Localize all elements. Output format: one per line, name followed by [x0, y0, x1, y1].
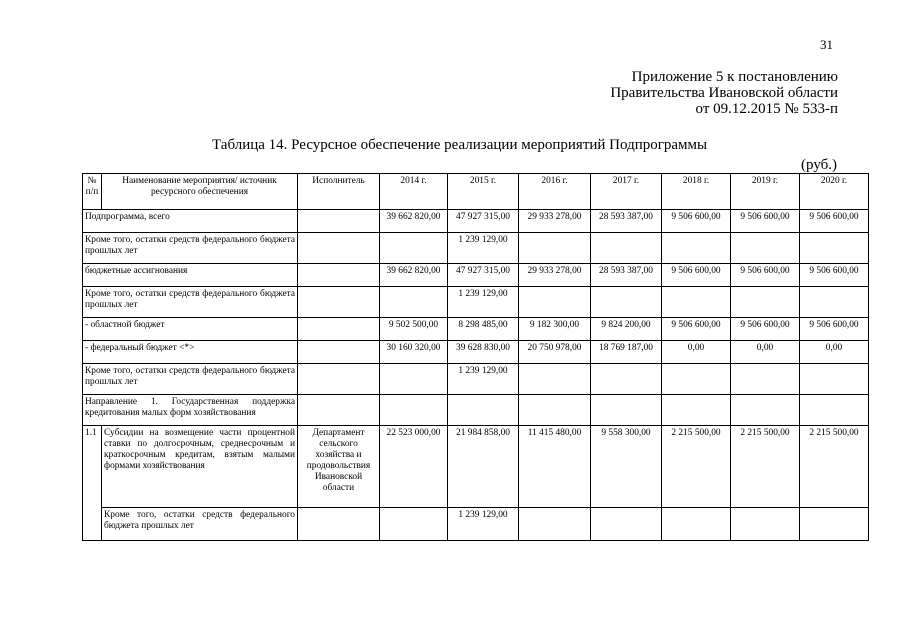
- header-num: № п/п: [83, 174, 102, 210]
- row-executor: Департамент сельского хозяйства и продовольствия Ивановской области: [298, 426, 380, 508]
- cell-2019: 9 506 600,00: [731, 264, 800, 287]
- cell-2017: [591, 233, 662, 264]
- cell-2015: [448, 395, 519, 426]
- cell-2015: 8 298 485,00: [448, 318, 519, 341]
- table-title: Таблица 14. Ресурсное обеспечение реализации мероприятий Подпрограммы: [212, 137, 708, 153]
- cell-2017: [591, 395, 662, 426]
- cell-2014: [380, 508, 448, 541]
- cell-2020: 9 506 600,00: [800, 210, 869, 233]
- cell-2018: 2 215 500,00: [662, 426, 731, 508]
- row-number: 1.1: [83, 426, 102, 541]
- header-2016: 2016 г.: [519, 174, 591, 210]
- header-2017: 2017 г.: [591, 174, 662, 210]
- header-2014: 2014 г.: [380, 174, 448, 210]
- cell-2017: [591, 287, 662, 318]
- row-name: Кроме того, остатки средств федерального бюджета прошлых лет: [83, 364, 298, 395]
- cell-2020: [800, 287, 869, 318]
- cell-2020: [800, 508, 869, 541]
- row-executor: [298, 395, 380, 426]
- cell-2019: [731, 233, 800, 264]
- cell-2014: 22 523 000,00: [380, 426, 448, 508]
- row-name: - областной бюджет: [83, 318, 298, 341]
- cell-2018: 9 506 600,00: [662, 210, 731, 233]
- row-executor: [298, 364, 380, 395]
- cell-2015: 21 984 858,00: [448, 426, 519, 508]
- cell-2020: [800, 233, 869, 264]
- cell-2015: 47 927 315,00: [448, 264, 519, 287]
- cell-2016: 29 933 278,00: [519, 210, 591, 233]
- cell-2017: 28 593 387,00: [591, 264, 662, 287]
- cell-2015: 1 239 129,00: [448, 287, 519, 318]
- row-executor: [298, 341, 380, 364]
- table-header-row: [83, 174, 869, 210]
- cell-2014: 39 662 820,00: [380, 210, 448, 233]
- cell-2018: [662, 364, 731, 395]
- cell-2016: 29 933 278,00: [519, 264, 591, 287]
- row-name: Подпрограмма, всего: [83, 210, 298, 233]
- cell-2016: 9 182 300,00: [519, 318, 591, 341]
- cell-2017: [591, 364, 662, 395]
- cell-2018: [662, 287, 731, 318]
- header-name: Наименование мероприятия/ источник ресурсного обеспечения: [102, 174, 298, 210]
- appendix-line-3: от 09.12.2015 № 533-п: [695, 101, 838, 117]
- table-row: [83, 426, 869, 508]
- table-row: [83, 287, 869, 318]
- cell-2018: 9 506 600,00: [662, 264, 731, 287]
- row-executor: [298, 508, 380, 541]
- cell-2019: [731, 508, 800, 541]
- cell-2019: [731, 287, 800, 318]
- row-executor: [298, 287, 380, 318]
- cell-2016: 11 415 480,00: [519, 426, 591, 508]
- row-name: бюджетные ассигнования: [83, 264, 298, 287]
- cell-2019: 9 506 600,00: [731, 318, 800, 341]
- table-row: [83, 264, 869, 287]
- appendix-line-1: Приложение 5 к постановлению: [631, 69, 838, 85]
- cell-2020: [800, 395, 869, 426]
- row-name: Кроме того, остатки средств федерального бюджета прошлых лет: [83, 233, 298, 264]
- resource-table: [82, 173, 869, 541]
- header-2018: 2018 г.: [662, 174, 731, 210]
- cell-2019: 2 215 500,00: [731, 426, 800, 508]
- cell-2020: 9 506 600,00: [800, 318, 869, 341]
- table-row: [83, 508, 869, 541]
- row-name: Кроме того, остатки средств федерального бюджета прошлых лет: [83, 287, 298, 318]
- cell-2016: [519, 395, 591, 426]
- cell-2016: [519, 364, 591, 395]
- cell-2015: 1 239 129,00: [448, 508, 519, 541]
- row-name: Направление 1. Государственная поддержка кредитования малых форм хозяйствования: [83, 395, 298, 426]
- table-row: [83, 341, 869, 364]
- header-2020: 2020 г.: [800, 174, 869, 210]
- cell-2020: 0,00: [800, 341, 869, 364]
- appendix-header: [610, 69, 838, 117]
- cell-2019: [731, 395, 800, 426]
- row-name: Субсидии на возмещение части процентной ставки по долгосрочным, среднесрочным и краткосрочным кредитам, взятым малыми формами хозяйствования: [102, 426, 298, 508]
- cell-2019: 9 506 600,00: [731, 210, 800, 233]
- table-row: [83, 364, 869, 395]
- cell-2015: 1 239 129,00: [448, 233, 519, 264]
- row-name: Кроме того, остатки средств федерального бюджета прошлых лет: [102, 508, 298, 541]
- cell-2020: 9 506 600,00: [800, 264, 869, 287]
- row-name: - федеральный бюджет <*>: [83, 341, 298, 364]
- cell-2017: 9 824 200,00: [591, 318, 662, 341]
- table-row: [83, 318, 869, 341]
- table-row: [83, 233, 869, 264]
- cell-2016: [519, 233, 591, 264]
- cell-2016: [519, 508, 591, 541]
- header-2015: 2015 г.: [448, 174, 519, 210]
- cell-2018: [662, 508, 731, 541]
- cell-2020: [800, 364, 869, 395]
- header-executor: Исполнитель: [298, 174, 380, 210]
- cell-2014: 30 160 320,00: [380, 341, 448, 364]
- page-number: 31: [820, 37, 833, 52]
- cell-2018: 9 506 600,00: [662, 318, 731, 341]
- cell-2014: [380, 287, 448, 318]
- cell-2015: 47 927 315,00: [448, 210, 519, 233]
- row-executor: [298, 233, 380, 264]
- appendix-line-2: Правительства Ивановской области: [610, 85, 838, 101]
- cell-2018: [662, 233, 731, 264]
- row-executor: [298, 210, 380, 233]
- cell-2017: 9 558 300,00: [591, 426, 662, 508]
- cell-2014: [380, 364, 448, 395]
- cell-2019: 0,00: [731, 341, 800, 364]
- cell-2014: [380, 233, 448, 264]
- cell-2018: 0,00: [662, 341, 731, 364]
- table-row: [83, 395, 869, 426]
- cell-2017: [591, 508, 662, 541]
- cell-2014: 9 502 500,00: [380, 318, 448, 341]
- cell-2016: 20 750 978,00: [519, 341, 591, 364]
- cell-2015: 39 628 830,00: [448, 341, 519, 364]
- cell-2016: [519, 287, 591, 318]
- cell-2014: 39 662 820,00: [380, 264, 448, 287]
- cell-2017: 18 769 187,00: [591, 341, 662, 364]
- row-executor: [298, 318, 380, 341]
- cell-2019: [731, 364, 800, 395]
- header-2019: 2019 г.: [731, 174, 800, 210]
- cell-2014: [380, 395, 448, 426]
- row-executor: [298, 264, 380, 287]
- cell-2020: 2 215 500,00: [800, 426, 869, 508]
- table-row: [83, 210, 869, 233]
- cell-2015: 1 239 129,00: [448, 364, 519, 395]
- currency-unit: (руб.): [801, 157, 837, 173]
- cell-2018: [662, 395, 731, 426]
- cell-2017: 28 593 387,00: [591, 210, 662, 233]
